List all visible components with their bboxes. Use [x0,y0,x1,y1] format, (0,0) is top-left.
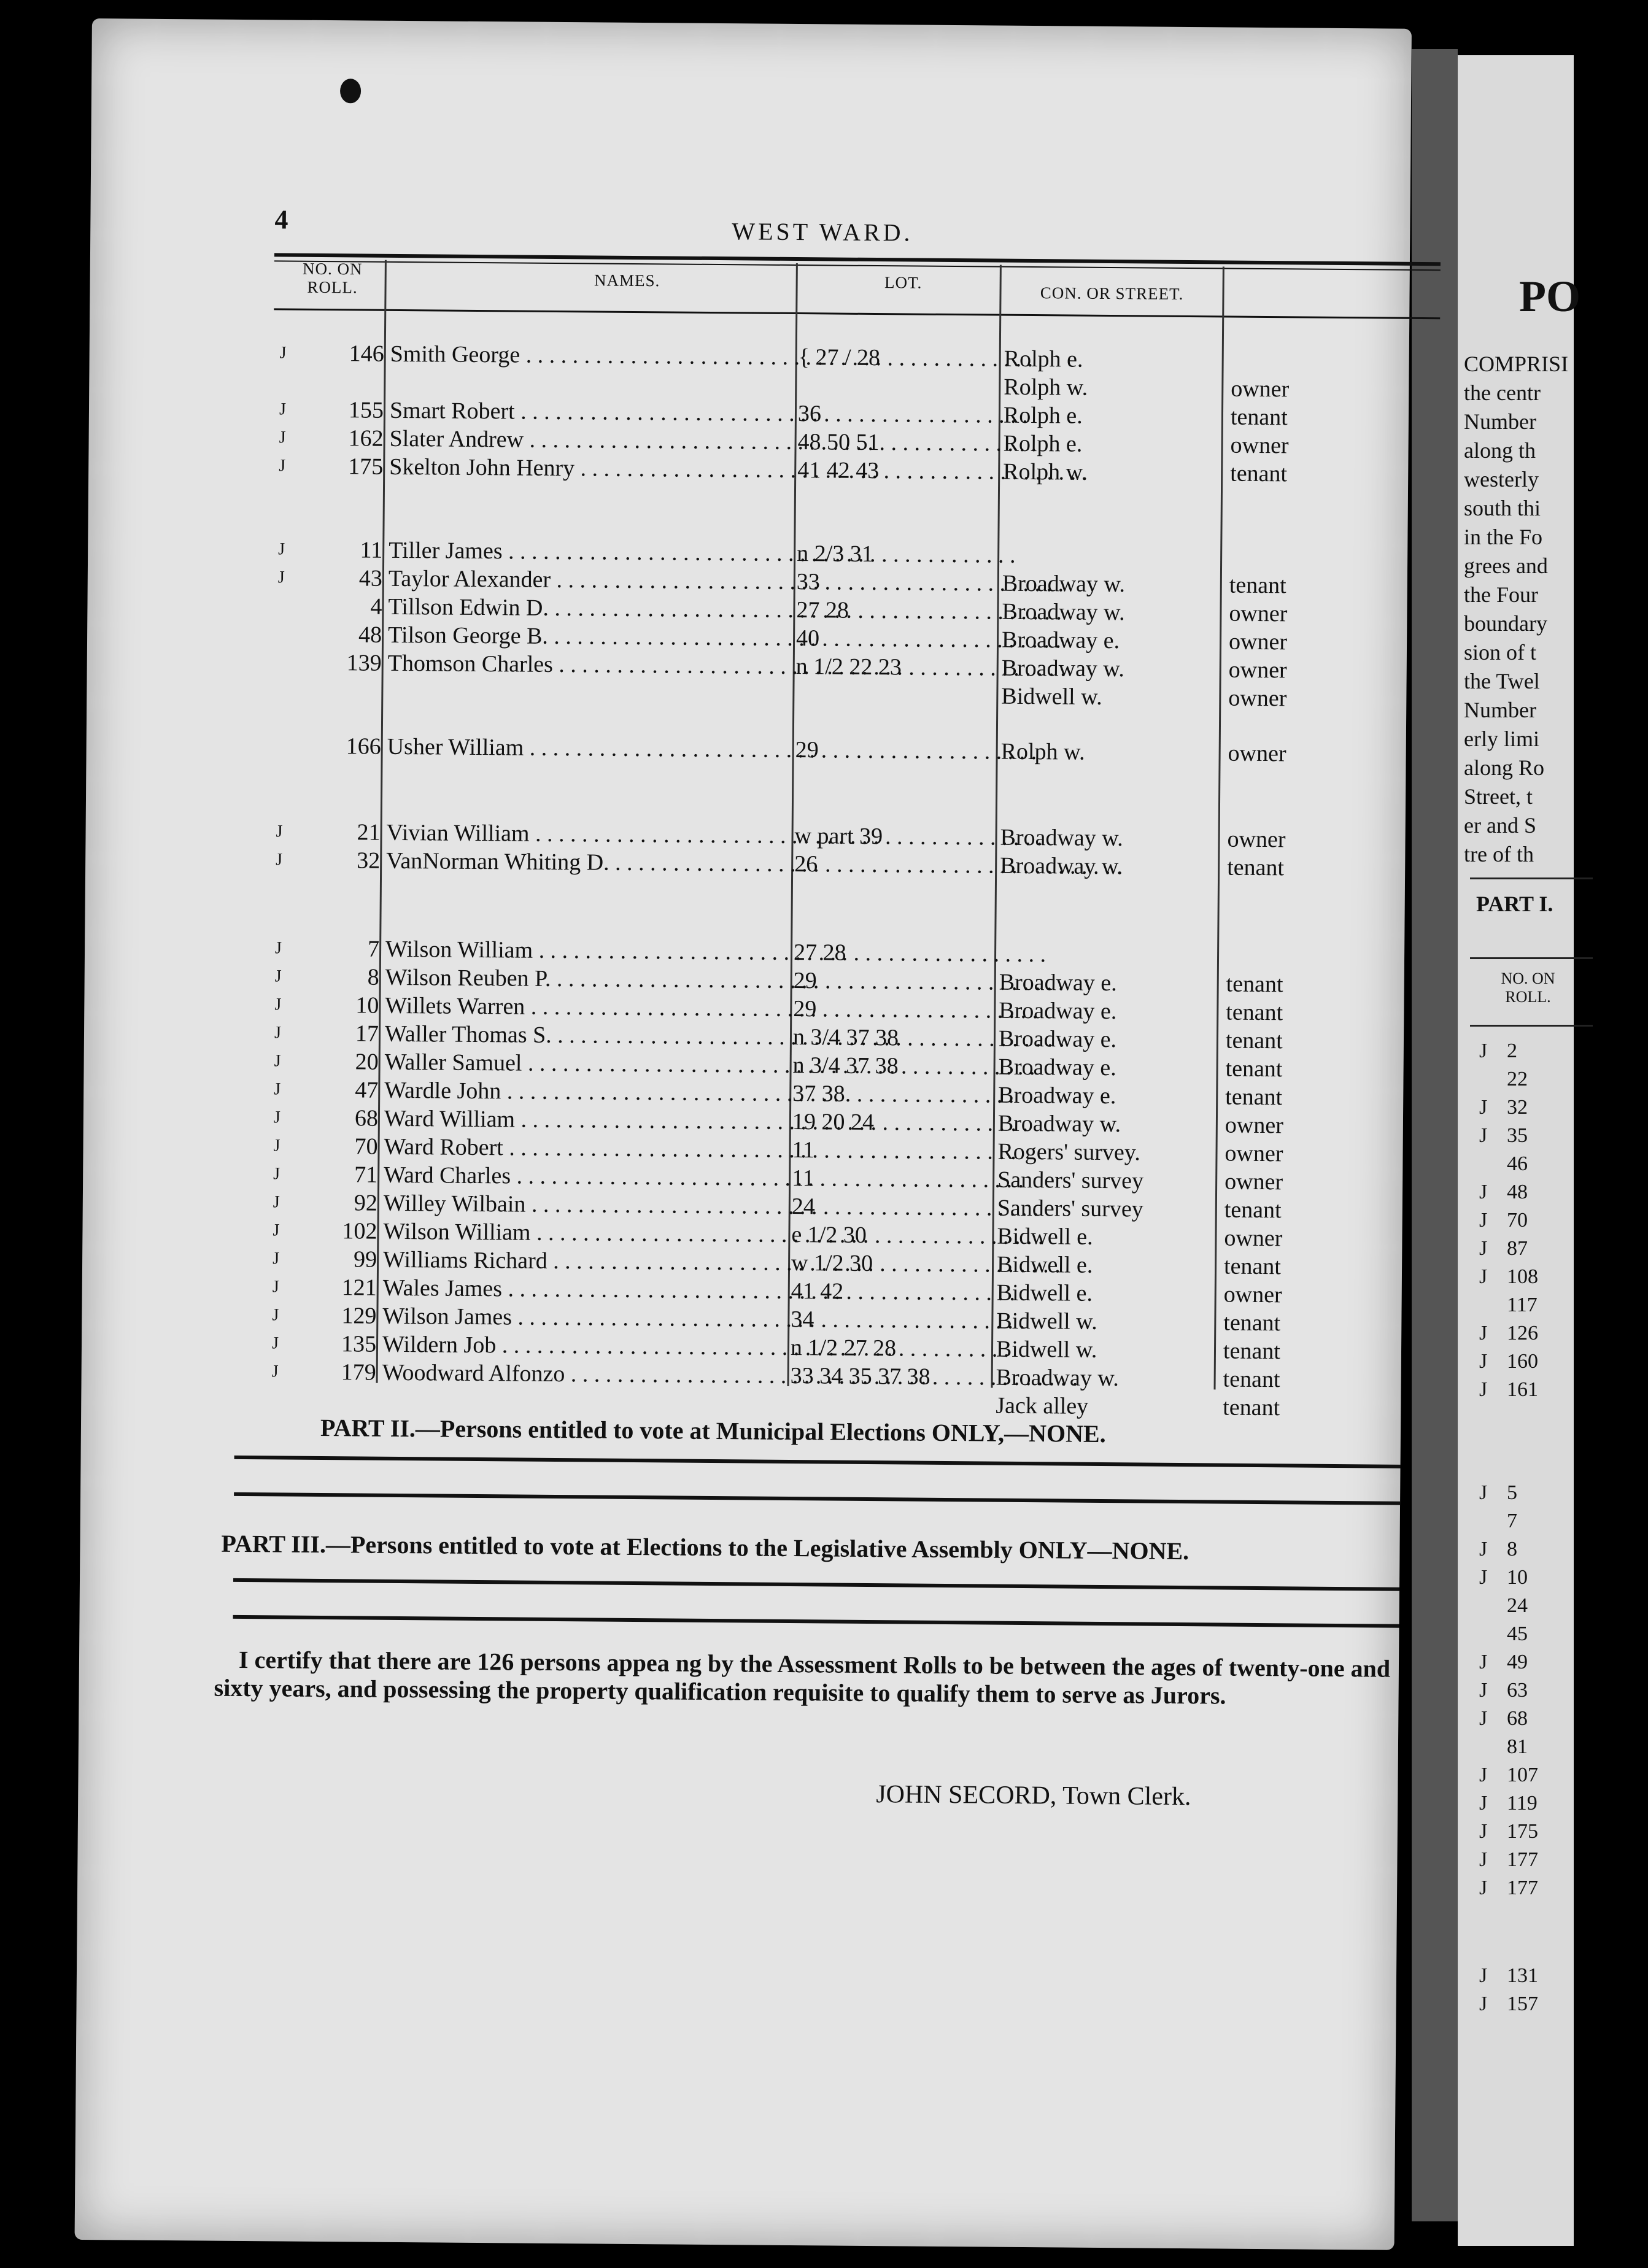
voter-name: Thomson Charles . . . [388,649,793,681]
roll-number: 155 [348,397,384,423]
tenure-status: owner [1228,657,1287,684]
adjacent-roll-number: 70 [1507,1209,1528,1232]
street: Broadway w. [1001,655,1125,682]
roll-number: 166 [346,733,381,760]
street: Rolph w. [1000,738,1085,765]
adjacent-roll-number: 5 [1507,1481,1517,1504]
street: Broadway w. [1000,852,1123,880]
voter-name: Waller Thomas S. . . . [385,1020,790,1051]
tenure-status: owner [1228,685,1287,712]
street: Rolph w. [1004,374,1088,401]
juror-mark: J [279,343,287,363]
juror-mark: J [274,1023,282,1043]
street: Bidwell w. [996,1336,1097,1363]
roll-number: 11 [360,537,383,563]
adjacent-roll-number: 68 [1507,1707,1528,1730]
adjacent-juror-mark: J [1479,1707,1488,1730]
street: Bidwell e. [996,1279,1093,1306]
tenure-status: tenant [1223,1394,1280,1421]
adjacent-roll-number: 177 [1507,1876,1538,1899]
juror-mark: J [274,995,282,1014]
juror-mark: J [276,822,283,841]
roll-number: 8 [367,964,379,990]
lot-number: n 1/2 27 28 [790,1335,897,1362]
adjacent-juror-mark: J [1479,1237,1488,1260]
street: Broadway e. [998,1082,1116,1109]
lot-number: 29 [795,737,819,763]
lot-number: n 3/4 37 38 [792,1052,899,1079]
voter-name: Vivian William . . . [386,819,791,850]
adjacent-header: NO. ON ROLL. [1501,970,1555,1006]
adjacent-roll-number: 119 [1507,1792,1538,1815]
tenure-status: tenant [1223,1338,1281,1365]
lot-number: 36 [797,401,822,427]
voter-name: Smart Robert . . . [390,396,795,428]
tenure-status: tenant [1224,1197,1282,1224]
lot-number: 33 [796,569,820,595]
tenure-status: tenant [1227,854,1285,881]
adjacent-text-line: Number [1464,698,1536,722]
juror-mark: J [271,1333,279,1353]
juror-mark: J [278,539,285,559]
tenure-status: owner [1228,628,1288,655]
roll-number: 129 [341,1303,377,1329]
adjacent-text-line: COMPRISI [1464,352,1569,376]
adjacent-roll-number: 107 [1507,1764,1538,1786]
lot-number: n 1/2 22 23 [795,654,902,681]
adjacent-text-line: boundary [1464,611,1547,636]
voter-name: Wilson James . . . [382,1302,787,1333]
lot-number: 40 [795,625,820,652]
adjacent-roll-number: 24 [1507,1594,1528,1617]
adjacent-text-line: along th [1464,438,1536,463]
certificate-text: I certify that there are 126 persons appea ng by the Assessment Rolls to be between the ages of twenty-one and sixty years, and possessing the property qualification requisite to qualify them to serve as Jurors. [214,1645,1391,1710]
roll-number: 43 [358,565,383,592]
adjacent-rule [1470,878,1593,879]
voter-name: Tiller James . . . [389,536,794,568]
adjacent-roll-number: 45 [1507,1622,1528,1645]
adjacent-text-line: along Ro [1464,755,1544,780]
adjacent-juror-mark: J [1479,1566,1488,1589]
adjacent-juror-mark: J [1479,1378,1488,1401]
adjacent-roll-number: 22 [1507,1068,1528,1090]
street: Broadway w. [996,1364,1119,1392]
street: Rolph w. [1003,458,1088,485]
tenure-status: tenant [1226,971,1283,998]
street: Rolph e. [1004,345,1083,372]
voter-name: Woodward Alfonzo . . . [382,1359,787,1390]
roll-number: 21 [357,819,381,846]
tenure-status: owner [1223,1281,1282,1308]
street: Jack alley [996,1392,1089,1419]
adjacent-rule [1470,1025,1593,1027]
tenure-status: owner [1224,1112,1284,1139]
lot-number: 29 [793,968,817,994]
roll-number: 48 [358,622,382,648]
juror-mark: J [279,428,286,447]
lot-number: 11 [792,1137,815,1163]
voter-name: Tillson Edwin D. . . . [388,593,793,624]
tenure-status: owner [1227,826,1286,853]
roll-number: 20 [355,1049,379,1075]
binding-hole [340,79,361,103]
voter-name: Willey Wilbain . . . [384,1189,789,1221]
header-con-or-street: CON. OR STREET. [1040,284,1184,303]
juror-mark: J [279,399,287,419]
adjacent-text-line: erly limi [1464,727,1539,751]
adjacent-juror-mark: J [1479,1992,1488,2015]
table-row [87,730,1437,769]
voter-name: Waller Samuel . . . [384,1048,789,1079]
adjacent-juror-mark: J [1479,1651,1488,1673]
part-two-note: PART II.—Persons entitled to vote at Municipal Elections ONLY,—NONE. [320,1413,1106,1448]
adjacent-juror-mark: J [1479,1848,1488,1871]
street: Broadway e. [998,1054,1116,1081]
signature: JOHN SECORD, Town Clerk. [876,1780,1191,1811]
juror-mark: J [273,1108,280,1127]
adjacent-text-line: south thi [1464,496,1541,520]
voter-name: Slater Andrew . . . [389,425,794,456]
section-rule [234,1492,1400,1505]
juror-mark: J [276,850,283,870]
adjacent-roll-number: 35 [1507,1124,1528,1147]
voter-name: VanNorman Whiting D. . . . [386,847,791,878]
adjacent-text-line: grees and [1464,554,1548,578]
lot-number: { 27 / 28 [798,344,881,371]
voter-name: Ward Robert . . . [384,1133,789,1164]
juror-mark: J [271,1362,279,1381]
voter-name: Usher William . . . [387,733,792,764]
adjacent-juror-mark: J [1479,1209,1488,1232]
lot-number: n 2/3 31 [797,541,873,568]
juror-mark: J [274,938,282,958]
adjacent-rule [1470,957,1593,959]
adjacent-text-line: the centr [1464,380,1541,405]
adjacent-roll-number: 7 [1507,1510,1517,1532]
roll-number: 68 [354,1105,379,1132]
lot-number: n 3/4 37 38 [792,1024,899,1051]
adjacent-text-line: in the Fo [1464,525,1543,549]
roll-number: 139 [346,650,382,676]
juror-mark: J [273,1164,280,1184]
street: Bidwell e. [996,1251,1093,1278]
adjacent-juror-mark: J [1479,1181,1488,1203]
lot-number: 27 28 [796,597,849,623]
street: Sanders' survey [997,1195,1143,1222]
adjacent-roll-number: 46 [1507,1152,1528,1175]
voter-name: Williams Richard . . . [383,1246,788,1277]
voter-name: Tilson George B. . . . [388,621,793,652]
tenure-status: owner [1229,600,1288,627]
roll-number [303,1386,376,1387]
street: Broadway e. [1001,627,1120,654]
lot-number: w 1/2 30 [791,1250,873,1277]
adjacent-juror-mark: J [1479,1820,1488,1843]
lot-number: 41 42 43 [797,457,880,484]
street: Broadway w. [1002,570,1126,598]
voter-name: Wildern Job . . . [382,1330,787,1362]
roll-number: 162 [348,425,384,452]
adjacent-juror-mark: J [1479,1964,1488,1987]
header-names: NAMES. [594,271,660,290]
lot-number: 11 [792,1165,814,1192]
tenure-status: owner [1224,1140,1283,1167]
adjacent-text-line: the Four [1464,582,1538,607]
tenure-status: tenant [1230,460,1288,487]
header-lot: LOT. [884,273,923,292]
adjacent-roll-number: 49 [1507,1651,1528,1673]
voter-name: Wilson Reuben P. . . . [385,963,791,995]
street: Bidwell e. [997,1223,1093,1250]
adjacent-juror-mark: J [1479,1040,1488,1062]
juror-mark: J [273,1136,280,1155]
roll-number: 32 [357,847,381,874]
tenure-status: tenant [1229,572,1286,599]
adjacent-roll-number: 10 [1507,1566,1528,1589]
part-three-note: PART III.—Persons entitled to vote at Elections to the Legislative Assembly ONLY—NONE. [221,1529,1190,1565]
lot-number: e 1/2 30 [791,1222,867,1248]
adjacent-roll-number: 160 [1507,1350,1538,1373]
adjacent-roll-number: 161 [1507,1378,1538,1401]
lot-number: w part 39 [794,823,883,850]
street: Bidwell w. [1001,683,1102,710]
adjacent-juror-mark: J [1479,1538,1488,1560]
tenure-status: tenant [1226,999,1283,1026]
header-rule [274,253,1441,266]
tenure-status: tenant [1223,1253,1282,1280]
juror-mark: J [273,1221,280,1240]
section-rule [234,1456,1401,1468]
voter-name: Smith George . . . [390,340,795,371]
tenure-status: tenant [1223,1366,1280,1393]
street: Bidwell w. [996,1308,1097,1335]
adjacent-juror-mark: J [1479,1124,1488,1147]
adjacent-text-line: the Twel [1464,669,1540,693]
section-rule [233,1578,1399,1591]
voter-name: Willets Warren . . . [385,992,790,1023]
adjacent-roll-number: 108 [1507,1265,1538,1288]
adjacent-juror-mark: J [1479,1350,1488,1373]
tenure-status: tenant [1223,1310,1281,1336]
lot-number: 33 34 35 37 38 [790,1363,930,1390]
section-rule [233,1615,1399,1628]
tenure-status: tenant [1230,404,1288,431]
adjacent-roll-number: 87 [1507,1237,1528,1260]
header-no-on-roll: NO. ON ROLL. [302,259,363,297]
adjacent-page [1458,55,1580,2246]
roll-number: 121 [341,1275,377,1301]
adjacent-roll-number: 48 [1507,1181,1528,1203]
adjacent-text-line: er and S [1464,813,1536,838]
adjacent-part-label: PART I. [1476,892,1553,916]
roll-number: 4 [370,593,382,620]
lot-number: 19 20 24 [792,1109,875,1136]
juror-mark: J [277,568,285,587]
tenure-status: owner [1230,432,1289,459]
ward-title: WEST WARD. [732,217,913,247]
lot-number: 34 [791,1306,814,1333]
street: Broadway e. [999,997,1117,1025]
adjacent-juror-mark: J [1479,1876,1488,1899]
adjacent-roll-number: 126 [1507,1322,1538,1344]
street: Broadway w. [1002,598,1125,626]
tenure-status: owner [1224,1225,1283,1252]
adjacent-juror-mark: J [1479,1679,1488,1702]
roll-number: 175 [348,453,384,480]
voter-name: Ward William . . . [384,1105,789,1136]
certificate [214,1646,1399,1711]
adjacent-text-line: tre of th [1464,842,1534,866]
roll-number: 99 [353,1246,377,1273]
adjacent-roll-number: 32 [1507,1096,1528,1119]
juror-mark: J [279,456,286,476]
roll-number: 10 [355,992,379,1019]
adjacent-page-text [1464,350,1648,869]
tenure-status: tenant [1225,1084,1283,1111]
tenure-status: owner [1228,740,1286,767]
adjacent-roll-number: 8 [1507,1538,1517,1560]
street: Broadway e. [999,969,1117,997]
juror-mark: J [274,1051,281,1071]
roll-number: 135 [341,1331,377,1357]
adjacent-text-line: sion of t [1464,640,1537,665]
lot-number: 27 28 [793,939,846,966]
juror-mark: J [272,1305,279,1325]
lot-number: 41 42 [791,1278,844,1305]
header-bottom-rule [274,308,1440,319]
juror-mark: J [273,1192,280,1212]
adjacent-juror-mark: J [1479,1764,1488,1786]
voter-name: Wilson William . . . [385,935,791,966]
adjacent-juror-mark: J [1479,1481,1488,1504]
roll-number: 7 [367,936,380,962]
adjacent-text-line: Number [1464,409,1536,434]
street: Rolph e. [1003,430,1083,457]
adjacent-text-line: westerly [1464,467,1539,492]
street: Sanders' survey [997,1167,1144,1194]
lot-number: 48 50 51 [797,429,880,456]
adjacent-roll-number: 175 [1507,1820,1538,1843]
voter-name: Wardle John . . . [384,1076,789,1108]
roll-number: 179 [341,1359,376,1386]
adjacent-roll-number: 81 [1507,1735,1528,1758]
voter-name: Wales James . . . [383,1274,788,1305]
street: Rogers' survey. [997,1138,1141,1166]
street: Broadway w. [997,1110,1121,1138]
voter-name: Skelton John Henry . . . [389,453,794,484]
voter-name: Wilson William . . . [383,1217,788,1249]
adjacent-roll-number: 157 [1507,1992,1538,2015]
roll-number: 17 [355,1020,379,1047]
adjacent-juror-mark: J [1479,1096,1488,1119]
adjacent-roll-number: 117 [1507,1294,1538,1316]
juror-mark: J [272,1277,279,1297]
adjacent-juror-mark: J [1479,1792,1488,1815]
lot-number: 26 [794,851,818,878]
lot-number: 29 [793,996,817,1022]
document-page [75,18,1412,2250]
roll-number: 146 [349,341,384,367]
juror-mark: J [273,1249,280,1268]
street: Rolph e. [1003,402,1083,429]
tenure-status: owner [1231,376,1290,403]
adjacent-page-title: PO [1519,272,1580,321]
adjacent-juror-mark: J [1479,1322,1488,1344]
adjacent-roll-number: 63 [1507,1679,1528,1702]
lot-number: 37 38 [792,1081,845,1107]
roll-number: 47 [355,1077,379,1103]
roll-number: 92 [354,1190,378,1216]
tenure-status: tenant [1225,1027,1283,1054]
street: Broadway e. [998,1025,1117,1053]
tenure-status: tenant [1225,1055,1283,1082]
juror-mark: J [274,1079,281,1099]
adjacent-roll-number: 131 [1507,1964,1538,1987]
adjacent-roll-number: 177 [1507,1848,1538,1871]
roll-number: 102 [342,1218,377,1244]
adjacent-juror-mark: J [1479,1265,1488,1288]
voter-name: Taylor Alexander . . . [389,565,794,596]
roll-number: 71 [354,1162,378,1188]
lot-number: 24 [791,1194,815,1220]
voter-name: Ward Charles . . . [384,1161,789,1192]
juror-mark: J [274,966,282,986]
adjacent-text-line: Street, t [1464,784,1533,809]
tenure-status: owner [1224,1168,1283,1195]
street: Broadway w. [1000,824,1123,852]
page-number: 4 [274,204,288,235]
adjacent-roll-number: 2 [1507,1040,1517,1062]
roll-number: 70 [354,1133,378,1160]
